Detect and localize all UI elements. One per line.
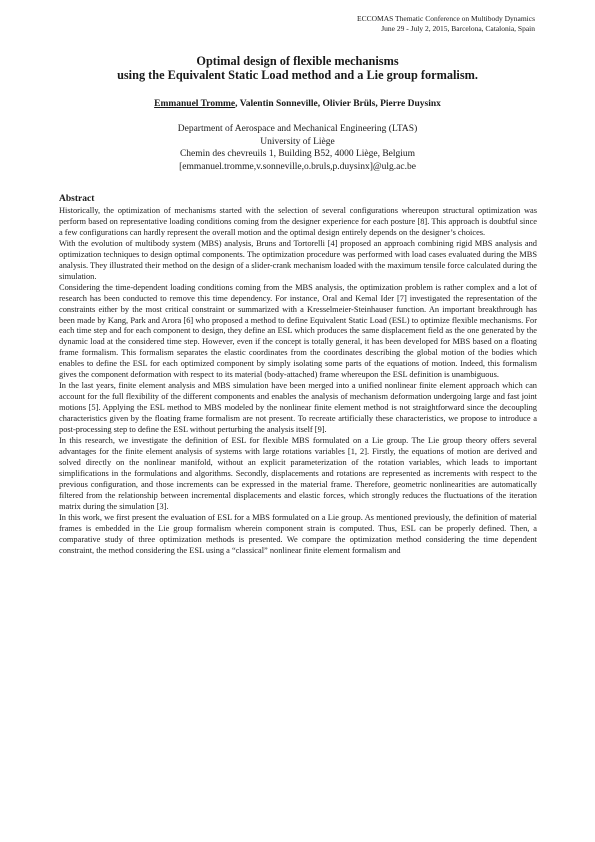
- conference-name: ECCOMAS Thematic Conference on Multibody Dynamics: [357, 14, 535, 23]
- abstract-paragraph: With the evolution of multibody system (MBS) analysis, Bruns and Tortorelli [4] proposed an approach combining rigid MBS analysis and optimization techniques to design optimal components. The optimization procedure was performed with load cases evaluated during the MBS analysis. They illustrated their method on the design of a slider-crank mechanism loaded with the maximum tensile force calculated during the simulation.: [59, 238, 537, 281]
- abstract-paragraph: Historically, the optimization of mechanisms started with the selection of several configurations whereupon structural optimization was perform based on representative loading conditions coming from the designer experience for each posture [8]. This approach is doubtful since a few configurations can hardly represent the overall motion and the optimal design entirely depends on the designer’s choices.: [59, 206, 537, 237]
- title-line-2: using the Equivalent Static Load method and a Lie group formalism.: [117, 68, 478, 82]
- abstract-body: [59, 206, 537, 557]
- abstract-paragraph: In this research, we investigate the definition of ESL for flexible MBS formulated on a Lie group. The Lie group theory offers several advantages for the finite element analysis of systems with large rotations variables [1, 2]. Firstly, the equations of motion are derived and solved directly on the nonlinear manifold, without an explicit parameterization of the rotation variables, which leads to important simplifications in the formulations and algorithms. Secondly, displacements and rotations are represented as increments with respect to the previous configuration, and those increments can be expressed in the material frame. Therefore, geometric nonlinearities are automatically filtered from the relationship between incremental displacements and elastic forces, which strongly reduces the fluctuations of the iteration matrix during the simulation [3].: [59, 436, 537, 511]
- co-authors: , Valentin Sonneville, Olivier Brüls, Pierre Duysinx: [235, 99, 441, 109]
- affiliation-emails: [emmanuel.tromme,v.sonneville,o.bruls,p.duysinx]@ulg.ac.be: [179, 161, 416, 172]
- affiliation-university: University of Liège: [260, 136, 335, 147]
- affiliation-block: [60, 123, 535, 173]
- running-head: [235, 14, 535, 34]
- title-line-1: Optimal design of flexible mechanisms: [196, 54, 399, 68]
- presenting-author: Emmanuel Tromme: [154, 99, 236, 109]
- abstract-paragraph: Considering the time-dependent loading conditions coming from the MBS analysis, the optimization problem is rather complex and a lot of research has been conducted to remove this time dependency. For instance, Oral and Kemal Ider [7] investigated the representation of the constraints either by the most critical constraint or summarized with a Kresselmeier-Steinhauser function. An important breakthrough has been made by Kang, Park and Arora [6] who proposed a method to define Equivalent Static Load (ESL) to optimize flexible mechanisms. For each time step and for each component to design, they define an ESL which produces the same displacement field as the one generated by the dynamic load at the considered time step. However, even if the concept is totally general, it has been developed for MBS based on a floating frame formalism. This formalism separates the elastic coordinates from the coordinates describing the global motion of the bodies which enables to define the ESL for each optimized component by simply isolating some parts of the equations of motion. Indeed, this formalism gives the component deformation with respect to its material (body-attached) frame whereupon the ESL definition is unambiguous.: [59, 282, 537, 380]
- affiliation-department: Department of Aerospace and Mechanical Engineering (LTAS): [177, 124, 418, 134]
- conference-date-place: June 29 - July 2, 2015, Barcelona, Catalonia, Spain: [381, 24, 535, 33]
- affiliation-address: Chemin des chevreuils 1, Building B52, 4000 Liège, Belgium: [179, 149, 416, 159]
- abstract-heading: Abstract: [59, 194, 95, 204]
- paper-title: [60, 54, 535, 82]
- author-list: [60, 98, 535, 110]
- abstract-paragraph: In this work, we first present the evaluation of ESL for a MBS formulated on a Lie group. As mentioned previously, the definition of material frames is embedded in the Lie group formalism wherein component strain is computed. Thus, ESL can be properly defined. Then, a comparative study of three optimization methods is presented. We compare the optimization method considering the time dependent constraint, the method considering the ESL using a “classical” nonlinear finite element formalism and: [59, 512, 537, 555]
- abstract-paragraph: In the last years, finite element analysis and MBS simulation have been merged into a unified nonlinear finite element approach which can account for the full flexibility of the different components and enables the analysis of mechanism deformation undergoing large and fast joint motions [5]. Applying the ESL method to MBS modeled by the nonlinear finite element method is not straightforward since the decoupling characteristics given by the floating frame formalism are not present. To recreate artificially these characteristics, we propose to introduce a post-processing step to define the ESL without perturbing the analysis itself [9].: [59, 381, 537, 435]
